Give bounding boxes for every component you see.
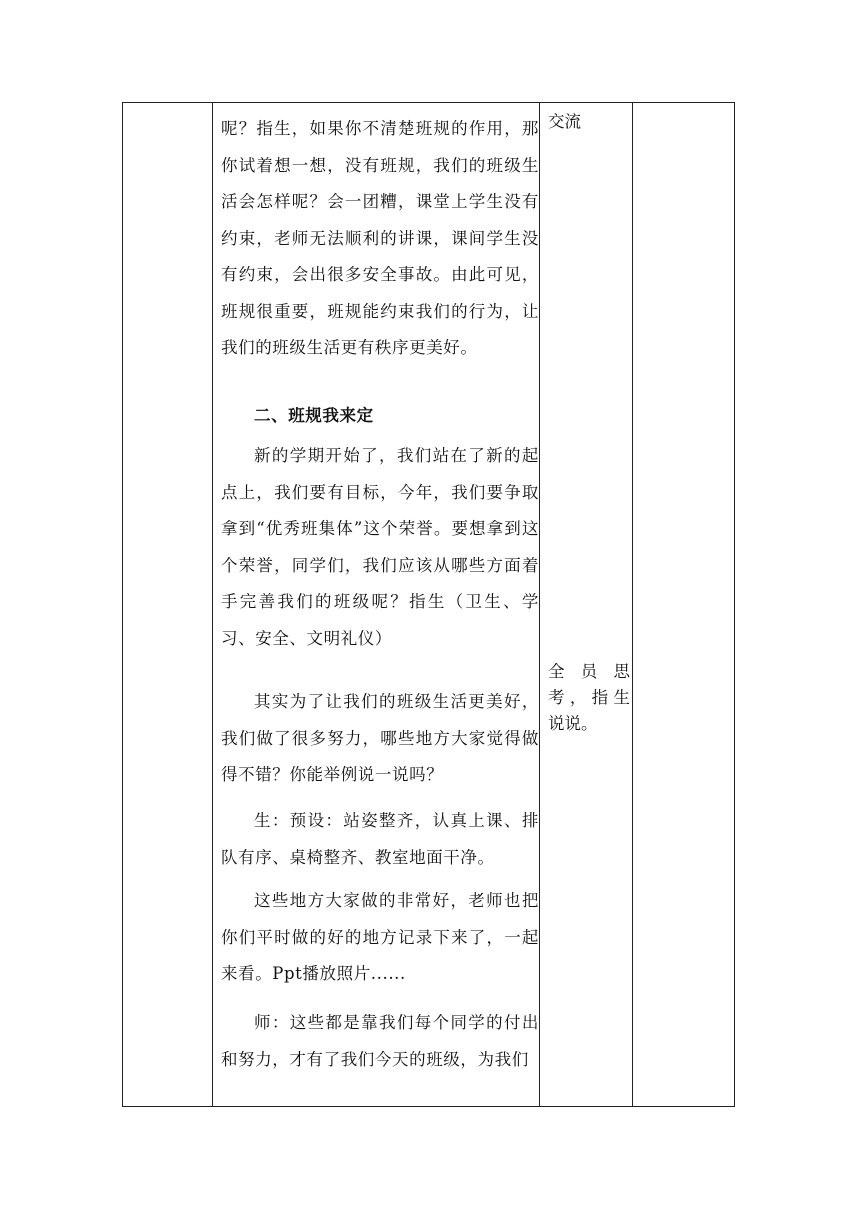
content-paragraph: 其实为了让我们的班级生活更美好，我们做了很多努力，哪些地方大家觉得做得不错？你能举例说一说吗？ xyxy=(221,692,539,784)
section-heading: 二、班规我来定 xyxy=(254,406,374,425)
content-paragraph: 新的学期开始了，我们站在了新的起点上，我们要有目标，今年，我们要争取拿到“优秀班集体”这个荣誉。要想拿到这个荣誉，同学们，我们应该从哪些方面着手完善我们的班级呢？指生（卫生、学习、安全、文明礼仪） xyxy=(221,446,539,648)
content-paragraph: 师：这些都是靠我们每个同学的付出和努力，才有了我们今天的班级，为我们 xyxy=(221,1013,539,1069)
content-paragraph: 生：预设：站姿整齐，认真上课、排队有序、桌椅整齐、教室地面干净。 xyxy=(221,811,539,867)
student-activity-text: 全员思考，指生说说。 xyxy=(548,662,630,733)
content-paragraph: 这些地方大家做的非常好，老师也把你们平时做的好的地方记录下来了，一起来看。Ppt播放照片...... xyxy=(221,891,539,983)
content-paragraph: 呢？指生，如果你不清楚班规的作用，那你试着想一想，没有班规，我们的班级生活会怎样呢？会一团糟，课堂上学生没有约束，老师无法顺利的讲课，课间学生没有约束，会出很多安全事故。由此可见，班规很重要，班规能约束我们的行为，让我们的班级生活更有秩序更美好。 xyxy=(221,119,539,357)
lesson-plan-table xyxy=(122,102,735,1107)
column-divider xyxy=(212,103,213,1106)
column-divider xyxy=(539,103,540,1106)
student-activity-text: 交流 xyxy=(548,112,581,131)
column-divider xyxy=(632,103,633,1106)
